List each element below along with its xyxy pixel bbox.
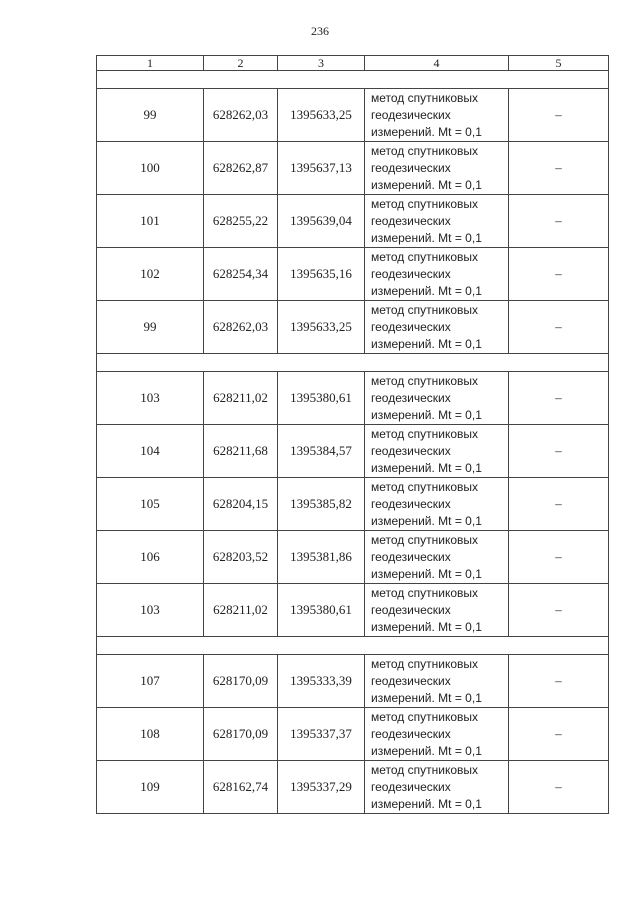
method-text-line: геодезических [371, 673, 451, 688]
method-text-line: измерений. Mt = 0,1 [371, 566, 482, 581]
table-row [97, 89, 609, 142]
method-text-line: измерений. Mt = 0,1 [371, 513, 482, 528]
point-number: 109 [97, 761, 204, 814]
method-cell [365, 195, 509, 248]
method-text-line: метод спутниковых [371, 90, 479, 105]
column-5-value: – [509, 301, 609, 354]
coordinate-x: 628262,03 [204, 89, 278, 142]
table-row [97, 531, 609, 584]
group-separator-row [97, 637, 609, 655]
method-cell [365, 708, 509, 761]
column-5-value: – [509, 708, 609, 761]
coordinate-y: 1395380,61 [278, 372, 365, 425]
column-header-3: 3 [278, 56, 365, 71]
method-cell [365, 531, 509, 584]
coordinate-x: 628211,02 [204, 372, 278, 425]
method-text-line: метод спутниковых [371, 426, 479, 441]
method-text-line: измерений. Mt = 0,1 [371, 230, 482, 245]
table-row [97, 478, 609, 531]
method-text-line: метод спутниковых [371, 373, 479, 388]
method-cell [365, 478, 509, 531]
method-text-line: геодезических [371, 549, 451, 564]
method-cell [365, 372, 509, 425]
coordinate-x: 628211,68 [204, 425, 278, 478]
table-row [97, 655, 609, 708]
coordinate-x: 628204,15 [204, 478, 278, 531]
coordinate-y: 1395337,29 [278, 761, 365, 814]
method-text-line: геодезических [371, 266, 451, 281]
column-5-value: – [509, 372, 609, 425]
table-row [97, 584, 609, 637]
method-text-line: геодезических [371, 390, 451, 405]
method-text-line: измерений. Mt = 0,1 [371, 283, 482, 298]
method-text-line: геодезических [371, 107, 451, 122]
point-number: 99 [97, 89, 204, 142]
point-number: 104 [97, 425, 204, 478]
method-text-line: измерений. Mt = 0,1 [371, 177, 482, 192]
column-header-5: 5 [509, 56, 609, 71]
coordinate-y: 1395633,25 [278, 89, 365, 142]
coordinate-y: 1395637,13 [278, 142, 365, 195]
method-text-line: геодезических [371, 779, 451, 794]
method-text-line: геодезических [371, 726, 451, 741]
method-text-line: метод спутниковых [371, 532, 479, 547]
point-number: 101 [97, 195, 204, 248]
table-row [97, 301, 609, 354]
column-5-value: – [509, 531, 609, 584]
coordinate-y: 1395385,82 [278, 478, 365, 531]
coordinate-x: 628162,74 [204, 761, 278, 814]
coordinate-x: 628262,03 [204, 301, 278, 354]
point-number: 103 [97, 584, 204, 637]
group-separator-cell [97, 354, 609, 372]
point-number: 103 [97, 372, 204, 425]
method-text-line: метод спутниковых [371, 479, 479, 494]
method-text-line: измерений. Mt = 0,1 [371, 796, 482, 811]
coordinate-x: 628203,52 [204, 531, 278, 584]
coordinate-x: 628254,34 [204, 248, 278, 301]
method-text-line: измерений. Mt = 0,1 [371, 743, 482, 758]
coordinate-x: 628170,09 [204, 655, 278, 708]
point-number: 107 [97, 655, 204, 708]
column-5-value: – [509, 478, 609, 531]
point-number: 102 [97, 248, 204, 301]
column-header-2: 2 [204, 56, 278, 71]
method-text-line: измерений. Mt = 0,1 [371, 336, 482, 351]
column-5-value: – [509, 89, 609, 142]
table-row [97, 142, 609, 195]
coordinate-y: 1395639,04 [278, 195, 365, 248]
method-text-line: измерений. Mt = 0,1 [371, 124, 482, 139]
coordinate-y: 1395381,86 [278, 531, 365, 584]
coordinate-x: 628262,87 [204, 142, 278, 195]
column-5-value: – [509, 655, 609, 708]
method-text-line: измерений. Mt = 0,1 [371, 460, 482, 475]
coordinate-x: 628170,09 [204, 708, 278, 761]
method-text-line: геодезических [371, 496, 451, 511]
point-number: 99 [97, 301, 204, 354]
column-5-value: – [509, 584, 609, 637]
method-text-line: метод спутниковых [371, 196, 479, 211]
table-row [97, 195, 609, 248]
page-number: 236 [311, 24, 329, 38]
coordinate-y: 1395337,37 [278, 708, 365, 761]
method-text-line: метод спутниковых [371, 585, 479, 600]
method-text-line: метод спутниковых [371, 143, 479, 158]
method-text-line: метод спутниковых [371, 709, 479, 724]
method-text-line: измерений. Mt = 0,1 [371, 690, 482, 705]
method-text-line: геодезических [371, 160, 451, 175]
group-separator-row [97, 71, 609, 89]
method-text-line: метод спутниковых [371, 656, 479, 671]
coordinate-y: 1395380,61 [278, 584, 365, 637]
method-text-line: геодезических [371, 213, 451, 228]
method-text-line: геодезических [371, 319, 451, 334]
column-header-4: 4 [365, 56, 509, 71]
table-row [97, 248, 609, 301]
group-separator-cell [97, 71, 609, 89]
point-number: 108 [97, 708, 204, 761]
column-header-1: 1 [97, 56, 204, 71]
coordinate-x: 628255,22 [204, 195, 278, 248]
method-text-line: геодезических [371, 443, 451, 458]
method-text-line: геодезических [371, 602, 451, 617]
table-row [97, 425, 609, 478]
column-5-value: – [509, 195, 609, 248]
method-text-line: метод спутниковых [371, 762, 479, 777]
point-number: 105 [97, 478, 204, 531]
method-cell [365, 301, 509, 354]
method-cell [365, 584, 509, 637]
table-row [97, 708, 609, 761]
column-5-value: – [509, 248, 609, 301]
point-number: 106 [97, 531, 204, 584]
point-number: 100 [97, 142, 204, 195]
method-cell [365, 761, 509, 814]
header-row [97, 56, 609, 71]
coordinates-table [96, 55, 609, 814]
column-5-value: – [509, 425, 609, 478]
column-5-value: – [509, 142, 609, 195]
coordinate-y: 1395384,57 [278, 425, 365, 478]
coordinate-y: 1395633,25 [278, 301, 365, 354]
group-separator-row [97, 354, 609, 372]
coordinate-y: 1395333,39 [278, 655, 365, 708]
method-cell [365, 425, 509, 478]
coordinate-y: 1395635,16 [278, 248, 365, 301]
method-text-line: метод спутниковых [371, 302, 479, 317]
method-text-line: метод спутниковых [371, 249, 479, 264]
method-text-line: измерений. Mt = 0,1 [371, 619, 482, 634]
method-cell [365, 655, 509, 708]
coordinate-x: 628211,02 [204, 584, 278, 637]
method-cell [365, 89, 509, 142]
column-5-value: – [509, 761, 609, 814]
method-text-line: измерений. Mt = 0,1 [371, 407, 482, 422]
method-cell [365, 248, 509, 301]
method-cell [365, 142, 509, 195]
table-row [97, 372, 609, 425]
group-separator-cell [97, 637, 609, 655]
table-row [97, 761, 609, 814]
